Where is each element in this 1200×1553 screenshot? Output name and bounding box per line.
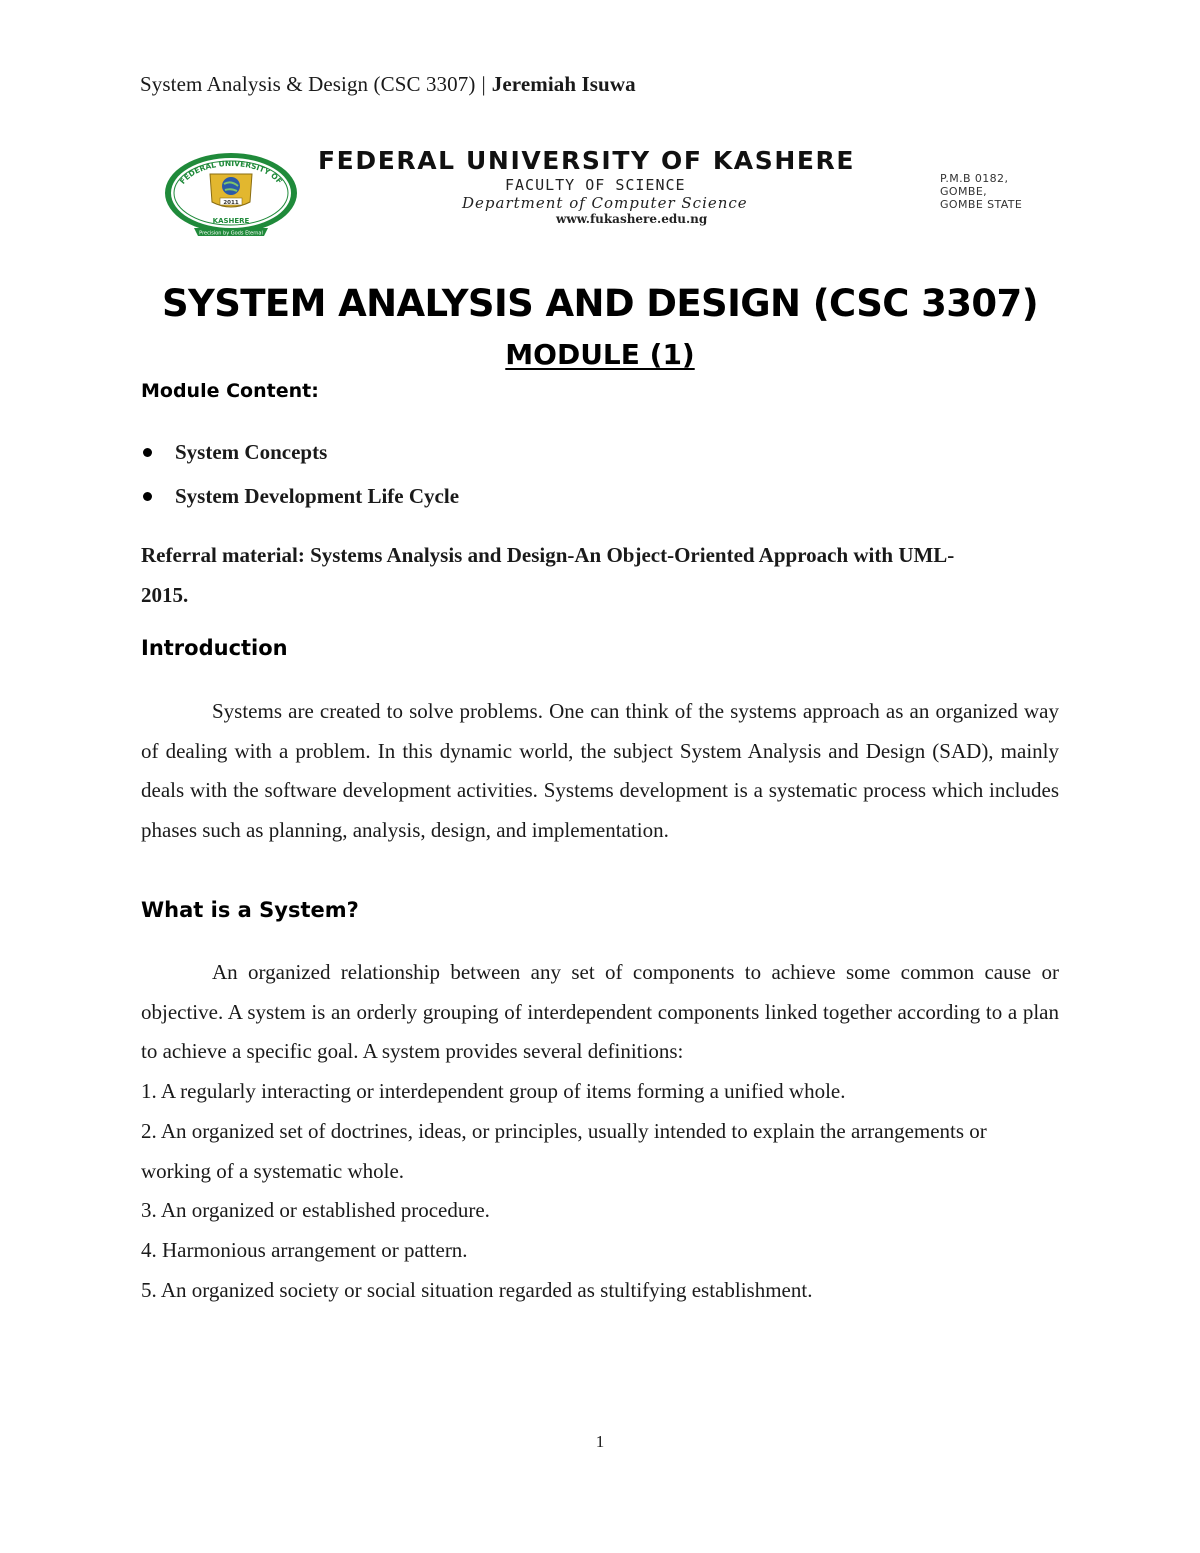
- list-item: System Concepts: [141, 436, 459, 480]
- what-is-system-heading: What is a System?: [141, 898, 359, 922]
- address-line: GOMBE,: [940, 185, 988, 198]
- header-author: Jeremiah Isuwa: [491, 72, 636, 96]
- module-title: MODULE (1): [505, 338, 695, 371]
- list-item: 3. An organized or established procedure.: [141, 1198, 490, 1223]
- what-is-system-paragraph: An organized relationship between any set of components to achieve some common cause or objective. A system is an orderly grouping of interdependent components linked together according to a plan to achieve a specific goal. A system provides several definitions:: [141, 960, 1059, 1064]
- introduction-heading: Introduction: [141, 636, 288, 660]
- module-content-label: Module Content:: [141, 380, 319, 402]
- logo-ring-bottom-text: KASHERE: [212, 217, 250, 225]
- university-name: FEDERAL UNIVERSITY OF KASHERE: [318, 146, 856, 175]
- list-item: 5. An organized society or social situation regarded as stultifying establishment.: [141, 1277, 813, 1302]
- logo-motto: Precision by Gods Eternal: [199, 230, 263, 237]
- referral-material: [141, 535, 1061, 615]
- logo-year: 2011: [223, 200, 239, 206]
- bullet-icon: [143, 492, 152, 501]
- document-title: SYSTEM ANALYSIS AND DESIGN (CSC 3307): [161, 282, 1039, 325]
- logo-ring-top-text: FEDERAL UNIVERSITY OF: [177, 158, 285, 186]
- definitions-list: [141, 1072, 1059, 1311]
- faculty-name: FACULTY OF SCIENCE: [505, 176, 686, 194]
- referral-line: Referral material: Systems Analysis and Design-An Object-Oriented Approach with UML-: [141, 543, 955, 567]
- university-website: www.fukashere.edu.ng: [556, 212, 708, 226]
- introduction-paragraph: Systems are created to solve problems. One can think of the systems approach as an organized way of dealing with a problem. In this dynamic world, the subject System Analysis and Design (SAD), mainly deals with the software development activities. Systems development is a systematic process which includes phases such as planning, analysis, design, and implementation.: [141, 699, 1059, 842]
- referral-line: 2015.: [141, 583, 189, 607]
- page-number: 1: [595, 1432, 605, 1451]
- module-content-list: [141, 436, 459, 524]
- list-item: 1. A regularly interacting or interdependent group of items forming a unified whole.: [141, 1079, 846, 1103]
- department-name: Department of Computer Science: [462, 194, 748, 212]
- header-course: System Analysis & Design (CSC 3307): [140, 72, 476, 96]
- list-item: 4. Harmonious arrangement or pattern.: [141, 1238, 468, 1263]
- bullet-icon: [143, 448, 152, 457]
- address-line: GOMBE STATE: [940, 198, 1023, 211]
- university-logo: [162, 150, 300, 240]
- running-header: [140, 72, 636, 97]
- list-item: 2. An organized set of doctrines, ideas, or principles, usually intended to explain the arrangements or working of a systematic whole.: [141, 1118, 987, 1183]
- header-separator: |: [481, 72, 486, 96]
- address-line: P.M.B 0182,: [940, 172, 1009, 185]
- list-item: System Development Life Cycle: [141, 480, 459, 524]
- university-address: [940, 172, 1022, 211]
